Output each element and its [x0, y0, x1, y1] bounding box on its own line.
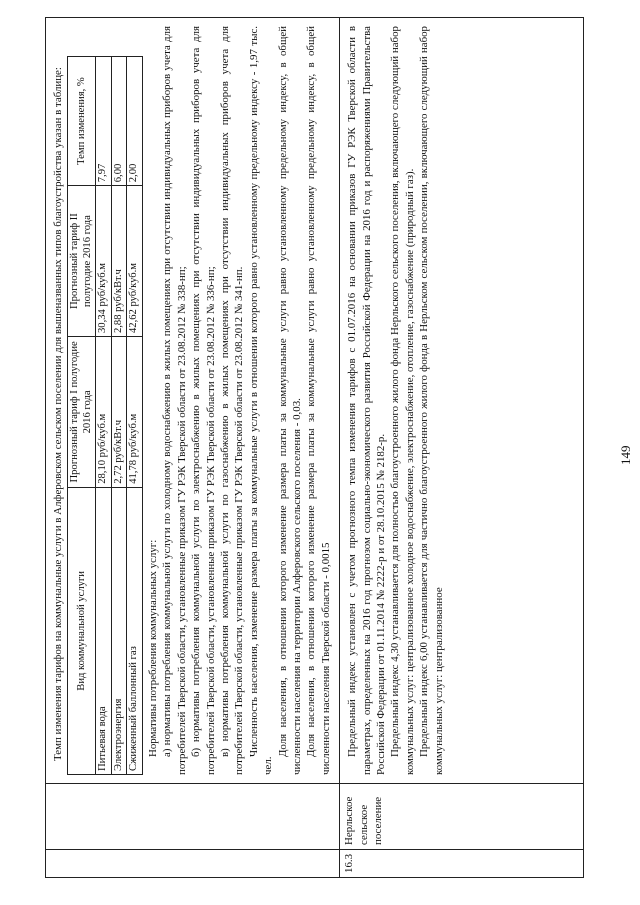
- tariff-cell: 2,00: [127, 56, 143, 185]
- intro-text: Темп изменения тарифов на коммунальные услуги в Алферовском сельском поселении для вышеназванных типов благоустройства указан в таблице:: [52, 67, 64, 761]
- tariff-header: Темп изменения, %: [68, 56, 96, 185]
- row-name-cell: [46, 784, 340, 850]
- row-number-cell: 16.3: [340, 850, 584, 878]
- table-row: [46, 18, 340, 878]
- tariff-header: Прогнозный тариф I полугодие 2016 года: [68, 337, 96, 488]
- row-name-cell: Нерльское сельское поселение: [340, 784, 584, 850]
- tariff-row: [111, 56, 127, 774]
- tariff-table: [67, 56, 143, 775]
- tariff-cell: Сжиженный баллонный газ: [127, 487, 143, 774]
- row-content-cell: [46, 18, 340, 784]
- tariff-cell: 2,88 руб/кВт.ч: [111, 186, 127, 337]
- page-number: 149: [618, 445, 633, 465]
- paragraph: в) нормативы потребления коммунальной услуги по газоснабжению в жилых помещениях при отсутствии индивидуальных приборов учета для потребителей Тверской области, установленные приказом ГУ РЭК Тверской области от 23.08.2012 № 341-нп.: [218, 26, 246, 775]
- tariff-cell: 2,72 руб/кВт.ч: [111, 337, 127, 488]
- tariff-cell: 7,97: [96, 56, 112, 185]
- tariff-cell: Электроэнергия: [111, 487, 127, 774]
- paragraph: Предельный индекс установлен с учетом прогнозного темпа изменения тарифов с 01.07.2016 на основании приказов ГУ РЭК Тверской области в параметрах, определенных на 2016 год прогнозом социально-экономического развития Российской Федерации на 2016 год и распоряжениями Правительства Российской Федерации от 01.11.2014 № 2222-р и от 28.10.2015 № 2182-р.: [346, 26, 387, 775]
- table-row: [340, 18, 584, 878]
- paragraph: Предельный индекс 6,00 устанавливается для частично благоустроенного жилого фонда в Нерльском сельском поселении, включающего следующий набор коммунальных услуг: централизованное: [418, 26, 445, 775]
- tariff-cell: 30,34 руб/куб.м: [96, 186, 112, 337]
- tariff-cell: Питьевая вода: [96, 487, 112, 774]
- tariff-row: [96, 56, 112, 774]
- paragraph: Предельный индекс 4,30 устанавливается для полностью благоустроенного жилого фонда Нерльского сельского поселения, включающего следующий набор коммунальных услуг: централизованное холодное водоснабжение, электроснабжение, отопление, газоснабжение (природный газ).: [389, 26, 416, 775]
- paragraph: б) нормативы потребления коммунальной услуги по электроснабжению в жилых помещениях при отсутствии индивидуальных приборов учета для потребителей Тверской области, установленные приказом ГУ РЭК Тверской области от 23.08.2012 № 336-нп;: [190, 26, 217, 775]
- paragraph: Доля населения, в отношении которого изменение размера платы за коммунальные услуги равно установленному предельному индексу, в общей численности населения Тверской области - 0,0015: [305, 26, 332, 775]
- paragraph: Доля населения, в отношении которого изменение размера платы за коммунальные услуги равно установленному предельному индексу, в общей численности населения на территории Алферовского сельского поселения - 0,03.: [276, 26, 303, 775]
- paragraph: Нормативы потребления коммунальных услуг:: [146, 539, 159, 757]
- row-content-cell: [340, 18, 584, 784]
- tariff-cell: 6,00: [111, 56, 127, 185]
- tariff-row: [127, 56, 143, 774]
- paragraph: Численность населения, изменение размера платы за коммунальные услуги в отношении которого равно установленному предельному индексу - 1,97 тыс. чел.: [247, 26, 275, 775]
- tariff-cell: 28,10 руб/куб.м: [96, 337, 112, 488]
- tariff-header-row: [68, 56, 96, 774]
- tariff-cell: 41,78 руб/куб.м: [127, 337, 143, 488]
- main-table: [45, 17, 584, 878]
- paragraph: а) нормативы потребления коммунальной услуги по холодному водоснабжению в жилых помещениях при отсутствии индивидуальных приборов учета для потребителей Тверской области, установленные приказом ГУ РЭК Тверской области от 23.08.2012 № 338-нп;: [161, 26, 188, 775]
- tariff-header: Прогнозный тариф II полугодие 2016 года: [68, 186, 96, 337]
- tariff-cell: 42,62 руб/куб.м: [127, 186, 143, 337]
- row-number-cell: [46, 850, 340, 878]
- tariff-header: Вид коммунальной услуги: [68, 487, 96, 774]
